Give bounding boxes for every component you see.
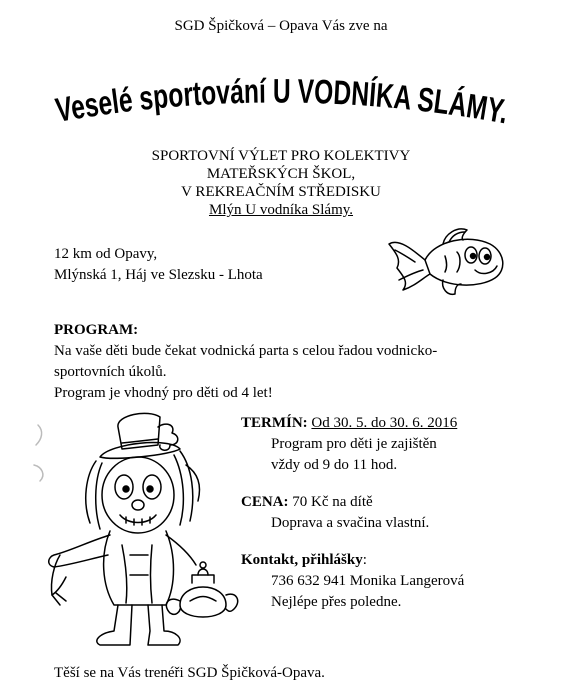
- termin-row: [241, 413, 464, 434]
- venue-name: Mlýn U vodníka Slámy.: [208, 202, 354, 218]
- program-heading: PROGRAM:: [54, 322, 139, 338]
- title-text: Veselé sportování U VODNÍKA SLÁMY.: [52, 72, 514, 132]
- program-line-2: sportovních úkolů.: [54, 364, 167, 380]
- kontakt-label: Kontakt, přihlášky: [241, 552, 363, 568]
- program-line-1: Na vaše děti bude čekat vodnická parta s celou řadou vodnicko-: [54, 343, 438, 359]
- svg-text:Veselé sportování U VODNÍKA SL: [52, 72, 514, 132]
- termin-label: TERMÍN:: [241, 415, 308, 431]
- fish-icon: [385, 222, 510, 307]
- cena-value: 70 Kč na dítě: [292, 494, 373, 510]
- kontakt-row: [241, 550, 464, 571]
- intro-line-2: MATEŘSKÝCH ŠKOL,: [206, 166, 356, 182]
- address-line-2: Mlýnská 1, Háj ve Slezsku - Lhota: [54, 267, 263, 283]
- program-line-3: Program je vhodný pro děti od 4 let!: [54, 385, 273, 401]
- termin-value: Od 30. 5. do 30. 6. 2016: [311, 415, 458, 431]
- intro-line-3: V REKREAČNÍM STŘEDISKU: [181, 184, 381, 200]
- footer-text: Těší se na Vás trenéři SGD Špičková-Opava.: [54, 665, 325, 681]
- cena-line-1: Doprava a svačina vlastní.: [271, 515, 430, 531]
- kontakt-phone: 736 632 941 Monika Langerová: [271, 573, 465, 589]
- intro-block: [0, 147, 562, 219]
- termin-line-1: Program pro děti je zajištěn: [271, 436, 437, 452]
- cena-row: [241, 492, 464, 513]
- kontakt-colon: :: [362, 552, 367, 568]
- water-goblin-icon: [30, 405, 245, 655]
- invitation-header: SGD Špičková – Opava Vás zve na: [174, 18, 388, 34]
- event-details: [241, 413, 464, 613]
- address-block: [54, 244, 263, 286]
- kontakt-note: Nejlépe přes poledne.: [271, 594, 402, 610]
- program-block: [54, 320, 437, 404]
- intro-line-1: SPORTOVNÍ VÝLET PRO KOLEKTIVY: [151, 148, 411, 164]
- termin-line-2: vždy od 9 do 11 hod.: [271, 457, 398, 473]
- page-title: [0, 42, 562, 132]
- cena-label: CENA:: [241, 494, 289, 510]
- address-line-1: 12 km od Opavy,: [54, 246, 158, 262]
